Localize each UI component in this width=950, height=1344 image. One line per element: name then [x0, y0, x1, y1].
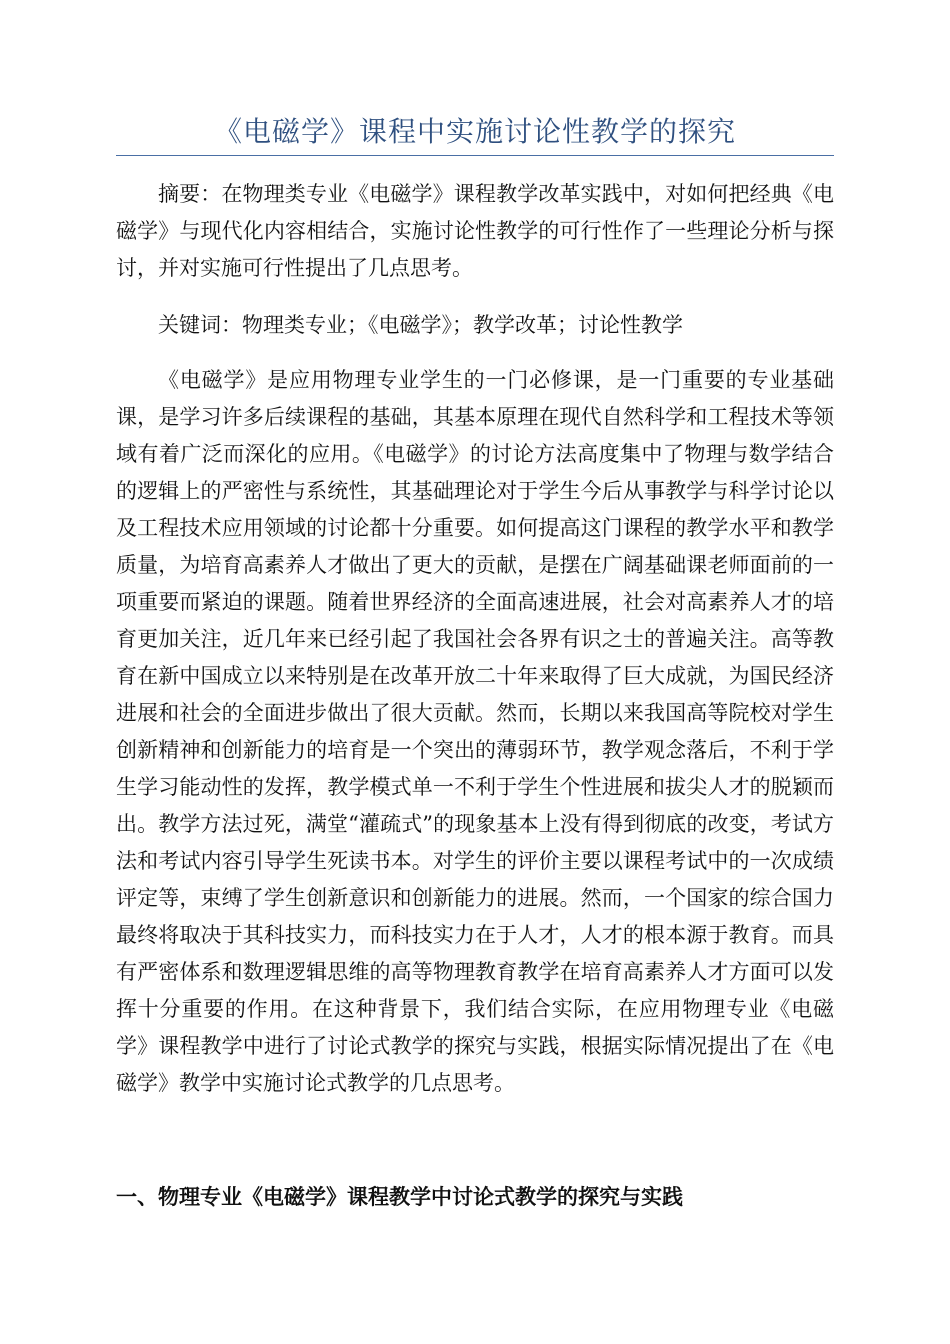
- section-heading: 一、物理专业《电磁学》课程教学中讨论式教学的探究与实践: [116, 1184, 683, 1209]
- intro-paragraph: 《电磁学》是应用物理专业学生的一门必修课，是一门重要的专业基础课，是学习许多后续课程的基础，其基本原理在现代自然科学和工程技术等领域有着广泛而深化的应用。《电磁学》的讨论方法高度集中了物理与数学结合的逻辑上的严密性与系统性，其基础理论对于学生今后从事教学与科学讨论以及工程技术应用领域的讨论都十分重要。如何提高这门课程的教学水平和教学质量，为培育高素养人才做出了更大的贡献，是摆在广阔基础课老师面前的一项重要而紧迫的课题。随着世界经济的全面高速进展，社会对高素养人才的培育更加关注，近几年来已经引起了我国社会各界有识之士的普遍关注。高等教育在新中国成立以来特别是在改革开放二十年来取得了巨大成就，为国民经济进展和社会的全面进步做出了很大贡献。然而，长期以来我国高等院校对学生创新精神和创新能力的培育是一个突出的薄弱环节，教学观念落后，不利于学生学习能动性的发挥，教学模式单一不利于学生个性进展和拔尖人才的脱颖而出。教学方法过死，满堂“灌疏式”的现象基本上没有得到彻底的改变，考试方法和考试内容引导学生死读书本。对学生的评价主要以课程考试中的一次成绩评定等，束缚了学生创新意识和创新能力的进展。然而，一个国家的综合国力最终将取决于其科技实力，而科技实力在于人才，人才的根本源于教育。而具有严密体系和数理逻辑思维的高等物理教育教学在培育高素养人才方面可以发挥十分重要的作用。在这种背景下，我们结合实际，在应用物理专业《电磁学》课程教学中进行了讨论式教学的探究与实践，根据实际情况提出了在《电磁学》教学中实施讨论式教学的几点思考。: [116, 368, 834, 1095]
- document-title: 《电磁学》课程中实施讨论性教学的探究: [213, 115, 736, 148]
- keywords-paragraph: 关键词：物理类专业；《电磁学》；教学改革；讨论性教学: [158, 313, 683, 337]
- title-underline: [116, 155, 834, 156]
- abstract-paragraph: 摘要：在物理类专业《电磁学》课程教学改革实践中，对如何把经典《电磁学》与现代化内容相结合，实施讨论性教学的可行性作了一些理论分析与探讨，并对实施可行性提出了几点思考。: [116, 182, 834, 280]
